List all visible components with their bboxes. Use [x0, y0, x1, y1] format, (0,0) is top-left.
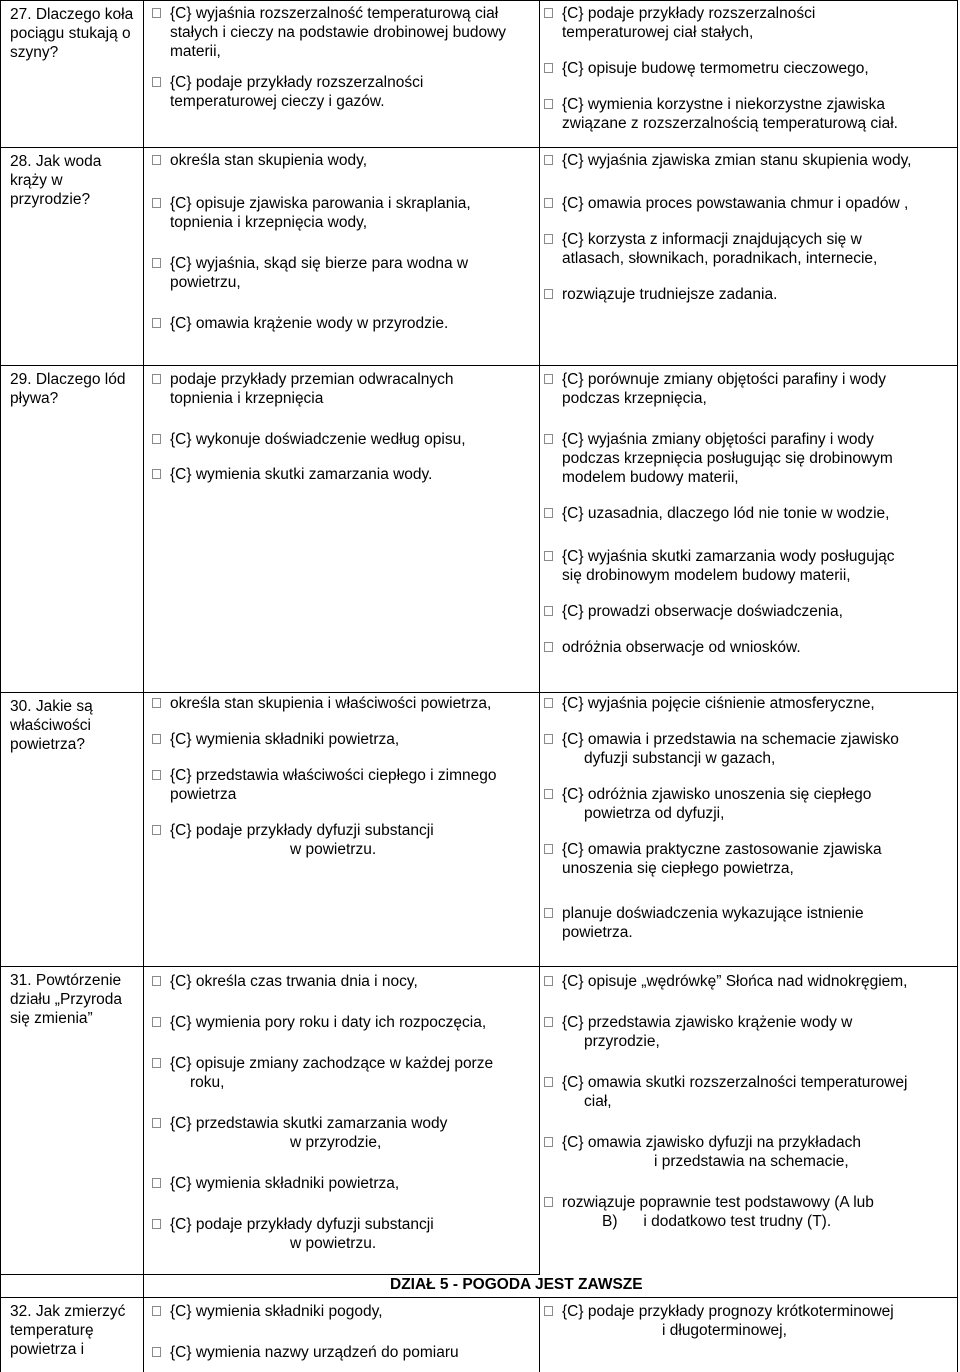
- section-heading: DZIAŁ 5 - POGODA JEST ZAWSZE: [390, 1276, 643, 1293]
- checkbox-bullet-icon: [152, 698, 161, 708]
- checkbox-bullet-icon: [544, 434, 553, 444]
- requirement-item: {C} przedstawia skutki zamarzania wody w przyrodzie,: [152, 1114, 536, 1152]
- requirement-item: {C} wymienia pory roku i daty ich rozpoczęcia,: [152, 1013, 536, 1032]
- checkbox-bullet-icon: [544, 99, 553, 109]
- checkbox-bullet-icon: [152, 1306, 161, 1316]
- requirement-item: {C} wyjaśnia rozszerzalność temperaturową ciał stałych i cieczy na podstawie drobinowej budowy materii,: [152, 4, 536, 61]
- requirement-item: {C} omawia zjawisko dyfuzji na przykładach i przedstawia na schemacie,: [544, 1133, 954, 1171]
- checkbox-bullet-icon: [152, 434, 161, 444]
- checkbox-bullet-icon: [544, 374, 553, 384]
- requirement-item: {C} opisuje zmiany zachodzące w każdej porze roku,: [152, 1054, 536, 1092]
- requirement-item: odróżnia obserwacje od wniosków.: [544, 638, 954, 657]
- topic-label: 30. Jakie są właściwości powietrza?: [10, 698, 93, 753]
- checkbox-bullet-icon: [544, 844, 553, 854]
- requirement-item: {C} podaje przykłady dyfuzji substancji w powietrzu.: [152, 821, 536, 859]
- requirement-item: {C} korzysta z informacji znajdujących się w atlasach, słownikach, poradnikach, internecie,: [544, 230, 954, 268]
- checkbox-bullet-icon: [544, 1137, 553, 1147]
- requirement-item: {C} omawia krążenie wody w przyrodzie.: [152, 314, 536, 333]
- checkbox-bullet-icon: [152, 374, 161, 384]
- checkbox-bullet-icon: [544, 8, 553, 18]
- checkbox-bullet-icon: [152, 734, 161, 744]
- requirement-item: {C} wyjaśnia, skąd się bierze para wodna w powietrzu,: [152, 254, 536, 292]
- checkbox-bullet-icon: [544, 1306, 553, 1316]
- checkbox-bullet-icon: [544, 976, 553, 986]
- checkbox-bullet-icon: [544, 508, 553, 518]
- checkbox-bullet-icon: [544, 234, 553, 244]
- requirement-item: {C} wymienia nazwy urządzeń do pomiaru: [152, 1343, 536, 1362]
- requirement-item: {C} omawia praktyczne zastosowanie zjawiska unoszenia się ciepłego powietrza,: [544, 840, 954, 878]
- checkbox-bullet-icon: [544, 63, 553, 73]
- requirement-item: {C} wymienia składniki powietrza,: [152, 1174, 536, 1193]
- checkbox-bullet-icon: [152, 1118, 161, 1128]
- checkbox-bullet-icon: [544, 908, 553, 918]
- checkbox-bullet-icon: [152, 1219, 161, 1229]
- table-border-left: [0, 0, 1, 1372]
- topic-label: 27. Dlaczego koła pociągu stukają o szyny?: [10, 6, 134, 61]
- requirement-item: planuje doświadczenia wykazujące istnienie powietrza.: [544, 904, 954, 942]
- checkbox-bullet-icon: [152, 1017, 161, 1027]
- topic-label: 31. Powtórzenie działu „Przyroda się zmienia”: [10, 972, 122, 1027]
- requirement-item: {C} wymienia korzystne i niekorzystne zjawiska związane z rozszerzalnością temperaturową ciał.: [544, 95, 954, 133]
- topic-label: 28. Jak woda krąży w przyrodzie?: [10, 153, 102, 208]
- checkbox-bullet-icon: [544, 606, 553, 616]
- requirement-item: {C} wymienia składniki pogody,: [152, 1302, 536, 1321]
- checkbox-bullet-icon: [152, 469, 161, 479]
- requirement-item: {C} podaje przykłady rozszerzalności temperaturowej ciał stałych,: [544, 4, 954, 42]
- checkbox-bullet-icon: [544, 198, 553, 208]
- requirement-item: {C} określa czas trwania dnia i nocy,: [152, 972, 536, 991]
- requirement-item: {C} podaje przykłady rozszerzalności temperaturowej cieczy i gazów.: [152, 73, 536, 111]
- checkbox-bullet-icon: [544, 155, 553, 165]
- checkbox-bullet-icon: [152, 976, 161, 986]
- requirement-item: {C} opisuje zjawiska parowania i skraplania, topnienia i krzepnięcia wody,: [152, 194, 536, 232]
- checkbox-bullet-icon: [544, 1197, 553, 1207]
- checkbox-bullet-icon: [544, 734, 553, 744]
- checkbox-bullet-icon: [152, 77, 161, 87]
- checkbox-bullet-icon: [152, 770, 161, 780]
- table-border-right: [957, 0, 958, 1372]
- checkbox-bullet-icon: [544, 289, 553, 299]
- checkbox-bullet-icon: [152, 258, 161, 268]
- requirement-item: {C} odróżnia zjawisko unoszenia się ciepłego powietrza od dyfuzji,: [544, 785, 954, 823]
- requirement-item: {C} wymienia skutki zamarzania wody.: [152, 465, 536, 484]
- checkbox-bullet-icon: [152, 1347, 161, 1357]
- requirement-item: określa stan skupienia wody,: [152, 151, 536, 170]
- topic-label: 29. Dlaczego lód pływa?: [10, 371, 126, 407]
- requirement-item: {C} wyjaśnia skutki zamarzania wody posługując się drobinowym modelem budowy materii,: [544, 547, 954, 585]
- requirement-item: podaje przykłady przemian odwracalnych topnienia i krzepnięcia: [152, 370, 536, 408]
- checkbox-bullet-icon: [152, 825, 161, 835]
- requirement-item: {C} wyjaśnia zmiany objętości parafiny i wody podczas krzepnięcia posługując się drobinowym modelem budowy materii,: [544, 430, 954, 487]
- requirement-item: {C} podaje przykłady prognozy krótkoterminowej i długoterminowej,: [544, 1302, 954, 1340]
- checkbox-bullet-icon: [544, 642, 553, 652]
- topic-label: 32. Jak zmierzyć temperaturę powietrza i: [10, 1303, 126, 1358]
- requirement-item: {C} omawia proces powstawania chmur i opadów ,: [544, 194, 954, 213]
- requirement-item: {C} przedstawia właściwości ciepłego i zimnego powietrza: [152, 766, 536, 804]
- requirement-item: {C} przedstawia zjawisko krążenie wody w przyrodzie,: [544, 1013, 954, 1051]
- checkbox-bullet-icon: [544, 1077, 553, 1087]
- requirement-item: {C} opisuje budowę termometru cieczowego,: [544, 59, 954, 78]
- checkbox-bullet-icon: [152, 155, 161, 165]
- checkbox-bullet-icon: [544, 698, 553, 708]
- requirement-item: {C} opisuje „wędrówkę” Słońca nad widnokręgiem,: [544, 972, 954, 991]
- checkbox-bullet-icon: [152, 198, 161, 208]
- checkbox-bullet-icon: [544, 551, 553, 561]
- requirement-item: rozwiązuje poprawnie test podstawowy (A lub B) i dodatkowo test trudny (T).: [544, 1193, 954, 1231]
- requirement-item: {C} wyjaśnia zjawiska zmian stanu skupienia wody,: [544, 151, 954, 170]
- table-divider-col2: [539, 0, 540, 1274]
- requirement-item: rozwiązuje trudniejsze zadania.: [544, 285, 954, 304]
- checkbox-bullet-icon: [152, 318, 161, 328]
- requirement-item: {C} wymienia składniki powietrza,: [152, 730, 536, 749]
- requirement-item: {C} wyjaśnia pojęcie ciśnienie atmosferyczne,: [544, 694, 954, 713]
- requirement-item: {C} podaje przykłady dyfuzji substancji w powietrzu.: [152, 1215, 536, 1253]
- requirement-item: określa stan skupienia i właściwości powietrza,: [152, 694, 536, 713]
- checkbox-bullet-icon: [544, 1017, 553, 1027]
- checkbox-bullet-icon: [152, 8, 161, 18]
- requirement-item: {C} omawia i przedstawia na schemacie zjawisko dyfuzji substancji w gazach,: [544, 730, 954, 768]
- requirement-item: {C} wykonuje doświadczenie według opisu,: [152, 430, 536, 449]
- table-divider-col2-bottom: [539, 1297, 540, 1372]
- checkbox-bullet-icon: [544, 789, 553, 799]
- requirement-item: {C} prowadzi obserwacje doświadczenia,: [544, 602, 954, 621]
- requirement-item: {C} uzasadnia, dlaczego lód nie tonie w wodzie,: [544, 504, 954, 523]
- table-divider-col1: [143, 0, 144, 1372]
- requirement-item: {C} porównuje zmiany objętości parafiny i wody podczas krzepnięcia,: [544, 370, 954, 408]
- checkbox-bullet-icon: [152, 1178, 161, 1188]
- checkbox-bullet-icon: [152, 1058, 161, 1068]
- requirement-item: {C} omawia skutki rozszerzalności temperaturowej ciał,: [544, 1073, 954, 1111]
